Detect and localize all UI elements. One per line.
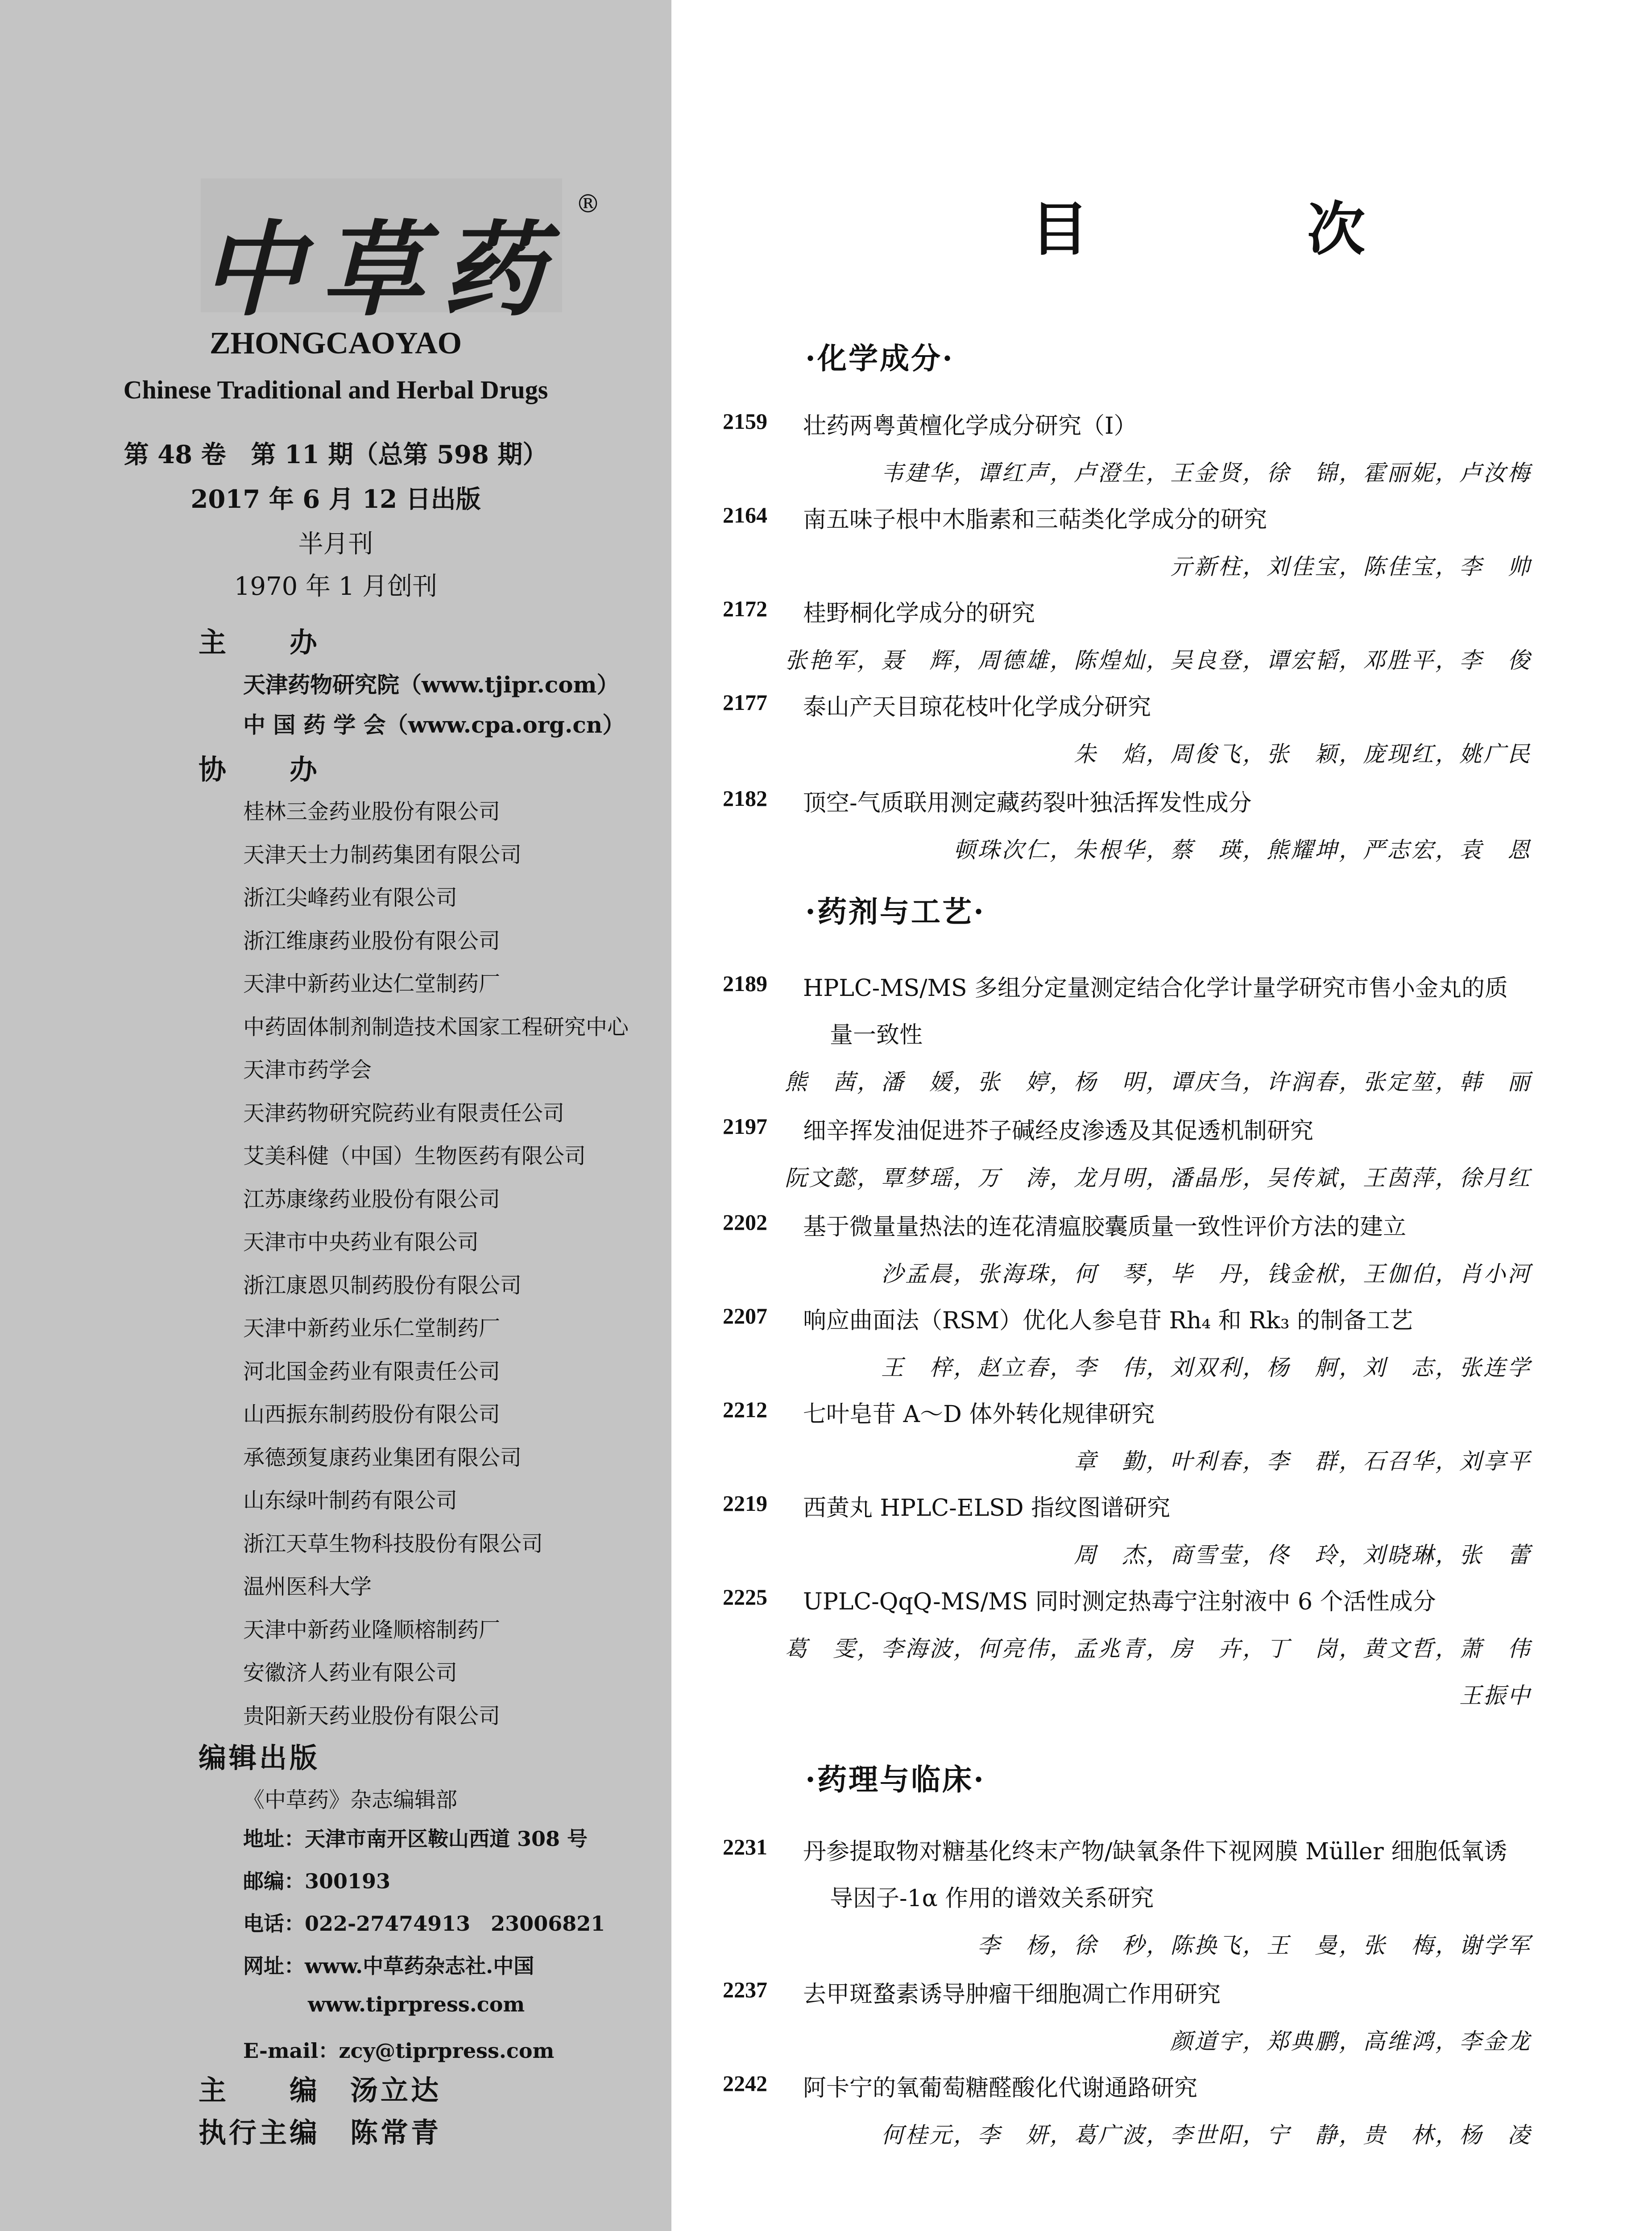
article-page-number: 2242 <box>723 2071 767 2096</box>
toc-section-heading: ·化学成分· <box>805 341 954 376</box>
toc-section-heading: ·药剂与工艺· <box>805 894 985 929</box>
article-page-number: 2182 <box>723 786 767 811</box>
article-page-number: 2225 <box>723 1584 767 1609</box>
article-title-link[interactable]: 基于微量量热法的连花清瘟胶囊质量一致性评价方法的建立 <box>803 1214 1407 1240</box>
article-authors: 阮文懿，覃梦瑶，万 涛，龙月明，潘晶彤，吴传斌，王茵萍，徐月红 <box>785 1165 1532 1191</box>
article-authors: 亓新柱，刘佳宝，陈佳宝，李 帅 <box>1170 554 1532 580</box>
article-title-link[interactable]: 南五味子根中木脂素和三萜类化学成分的研究 <box>803 506 1267 533</box>
co-sponsor-item: 承德颈复康药业集团有限公司 <box>243 1445 522 1470</box>
sponsor-2: 中 国 药 学 会（www.cpa.org.cn） <box>243 712 625 738</box>
article-authors: 朱 焰，周俊飞，张 颖，庞现红，姚广民 <box>1074 741 1532 767</box>
article-page-number: 2219 <box>723 1491 767 1516</box>
article-page-number: 2207 <box>723 1303 767 1328</box>
issue-info: 第 48 卷 第 11 期（总第 598 期） <box>124 440 548 469</box>
article-authors: 颜道宇，郑典鹏，高维鸿，李金龙 <box>1170 2028 1532 2054</box>
co-sponsor-label: 协 办 <box>199 753 320 786</box>
article-authors: 李 杨，徐 秒，陈换飞，王 曼，张 梅，谢学军 <box>977 1932 1532 1958</box>
co-sponsor-item: 浙江天草生物科技股份有限公司 <box>243 1531 543 1556</box>
co-sponsor-item: 山西振东制药股份有限公司 <box>243 1402 501 1427</box>
article-title-link[interactable]: 去甲斑蝥素诱导肿瘤干细胞凋亡作用研究 <box>803 1981 1221 2008</box>
article-title-link[interactable]: 桂野桐化学成分的研究 <box>803 600 1035 627</box>
email: E-mail：zcy@tiprpress.com <box>243 2039 555 2063</box>
article-authors: 何桂元，李 妍，葛广波，李世阳，宁 静，贵 林，杨 凌 <box>881 2122 1532 2148</box>
article-page-number: 2231 <box>723 1834 767 1859</box>
article-page-number: 2202 <box>723 1210 767 1235</box>
article-title-link[interactable]: 七叶皂苷 A～D 体外转化规律研究 <box>803 1401 1155 1428</box>
english-title: ZHONGCAOYAO <box>209 326 462 361</box>
toc-section-heading: ·药理与临床· <box>805 1762 985 1797</box>
co-sponsor-item: 天津药物研究院药业有限责任公司 <box>243 1100 565 1126</box>
article-title-link[interactable]: 阿卡宁的氧葡萄糖醛酸化代谢通路研究 <box>803 2075 1198 2102</box>
article-title-link[interactable]: 壮药两粤黄檀化学成分研究（Ⅰ） <box>803 413 1137 440</box>
article-page-number: 2177 <box>723 690 767 715</box>
editor-dept: 《中草药》杂志编辑部 <box>243 1787 458 1812</box>
frequency: 半月刊 <box>298 530 373 559</box>
article-authors: 王 梓，赵立春，李 伟，刘双利，杨 舸，刘 志，张连学 <box>881 1355 1532 1381</box>
article-title-continued: 量一致性 <box>830 1022 923 1049</box>
article-page-number: 2164 <box>723 502 767 527</box>
article-page-number: 2172 <box>723 596 767 621</box>
logo-text: 中草药 <box>201 210 562 330</box>
co-sponsor-item: 温州医科大学 <box>243 1574 372 1599</box>
left-info-panel <box>0 0 671 2231</box>
co-sponsor-item: 桂林三金药业股份有限公司 <box>243 799 501 824</box>
article-title-link[interactable]: HPLC-MS/MS 多组分定量测定结合化学计量学研究市售小金丸的质 <box>803 975 1508 1002</box>
co-sponsor-item: 浙江康恩贝制药股份有限公司 <box>243 1273 522 1298</box>
article-authors: 沙孟晨，张海珠，何 琴，毕 丹，钱金栿，王伽伯，肖小河 <box>881 1261 1532 1287</box>
article-title-link[interactable]: 细辛挥发油促进芥子碱经皮渗透及其促透机制研究 <box>803 1118 1314 1145</box>
co-sponsor-item: 中药固体制剂制造技术国家工程研究中心 <box>243 1014 629 1040</box>
registered-mark: ® <box>576 190 600 219</box>
co-sponsor-item: 河北国金药业有限责任公司 <box>243 1359 501 1384</box>
co-sponsor-item: 艾美科健（中国）生物医药有限公司 <box>243 1144 586 1169</box>
article-authors: 周 杰，商雪莹，佟 玲，刘晓琳，张 蕾 <box>1074 1542 1532 1568</box>
co-sponsor-item: 江苏康缘药业股份有限公司 <box>243 1186 501 1212</box>
article-title-link[interactable]: 西黄丸 HPLC-ELSD 指纹图谱研究 <box>803 1495 1171 1522</box>
chief-editor: 主 编 汤立达 <box>199 2074 442 2107</box>
article-authors: 熊 茜，潘 媛，张 婷，杨 明，谭庆刍，许润春，张定堃，韩 丽 <box>785 1069 1532 1095</box>
article-title-link[interactable]: 丹参提取物对糖基化终末产物/缺氧条件下视网膜 Müller 细胞低氧诱 <box>803 1838 1507 1865</box>
exec-editor: 执行主编 陈常青 <box>199 2116 442 2149</box>
address: 地址：天津市南开区鞍山西道 308 号 <box>243 1827 588 1851</box>
journal-logo <box>201 178 562 330</box>
article-authors: 韦建华，谭红声，卢澄生，王金贤，徐 锦，霍丽妮，卢汝梅 <box>881 460 1532 486</box>
co-sponsor-item: 天津中新药业达仁堂制药厂 <box>243 971 501 996</box>
sponsor-label: 主 办 <box>199 626 320 659</box>
article-page-number: 2197 <box>723 1114 767 1139</box>
co-sponsor-item: 天津中新药业隆顺榕制药厂 <box>243 1617 501 1642</box>
article-title-continued: 导因子-1α 作用的谱效关系研究 <box>830 1885 1154 1912</box>
website: 网址：www.中草药杂志社.中国 <box>243 1954 534 1978</box>
publish-date: 2017 年 6 月 12 日出版 <box>190 485 481 514</box>
co-sponsor-item: 浙江尖峰药业有限公司 <box>243 885 458 910</box>
co-sponsor-item: 浙江维康药业股份有限公司 <box>243 928 501 954</box>
article-authors: 顿珠次仁，朱根华，蔡 瑛，熊耀坤，严志宏，袁 恩 <box>953 837 1532 863</box>
toc-title: 目 次 <box>1031 195 1446 263</box>
article-authors: 章 勤，叶利春，李 群，石召华，刘享平 <box>1074 1448 1532 1474</box>
founded: 1970 年 1 月创刊 <box>234 572 438 601</box>
article-authors: 葛 雯，李海波，何亮伟，孟兆青，房 卉，丁 岗，黄文哲，萧 伟 <box>785 1636 1532 1662</box>
co-sponsor-item: 天津市药学会 <box>243 1057 372 1082</box>
co-sponsor-item: 山东绿叶制药有限公司 <box>243 1488 458 1513</box>
co-sponsor-item: 天津天士力制药集团有限公司 <box>243 842 522 867</box>
article-title-link[interactable]: 顶空-气质联用测定藏药裂叶独活挥发性成分 <box>803 790 1252 817</box>
sponsor-1: 天津药物研究院（www.tjipr.com） <box>243 672 619 698</box>
editor-label: 编辑出版 <box>199 1742 320 1774</box>
english-subtitle: Chinese Traditional and Herbal Drugs <box>123 375 548 404</box>
phone: 电话：022-27474913 23006821 <box>243 1912 605 1936</box>
website-2: www.tiprpress.com <box>308 1992 525 2016</box>
co-sponsor-item: 天津市中央药业有限公司 <box>243 1230 479 1255</box>
co-sponsor-item: 贵阳新天药业股份有限公司 <box>243 1703 501 1729</box>
article-authors-continued: 王振中 <box>1459 1683 1532 1708</box>
article-page-number: 2212 <box>723 1397 767 1422</box>
article-page-number: 2237 <box>723 1977 767 2002</box>
article-title-link[interactable]: 泰山产天目琼花枝叶化学成分研究 <box>803 694 1151 721</box>
article-title-link[interactable]: UPLC-QqQ-MS/MS 同时测定热毒宁注射液中 6 个活性成分 <box>803 1588 1436 1615</box>
co-sponsor-item: 天津中新药业乐仁堂制药厂 <box>243 1316 501 1341</box>
article-authors: 张艳军，聂 辉，周德雄，陈煌灿，吴良登，谭宏韬，邓胜平，李 俊 <box>785 647 1532 673</box>
article-page-number: 2189 <box>723 971 767 996</box>
co-sponsor-item: 安徽济人药业有限公司 <box>243 1660 458 1685</box>
postcode: 邮编：300193 <box>243 1869 391 1893</box>
article-page-number: 2159 <box>723 409 767 434</box>
article-title-link[interactable]: 响应曲面法（RSM）优化人参皂苷 Rh₄ 和 Rk₃ 的制备工艺 <box>803 1307 1413 1334</box>
